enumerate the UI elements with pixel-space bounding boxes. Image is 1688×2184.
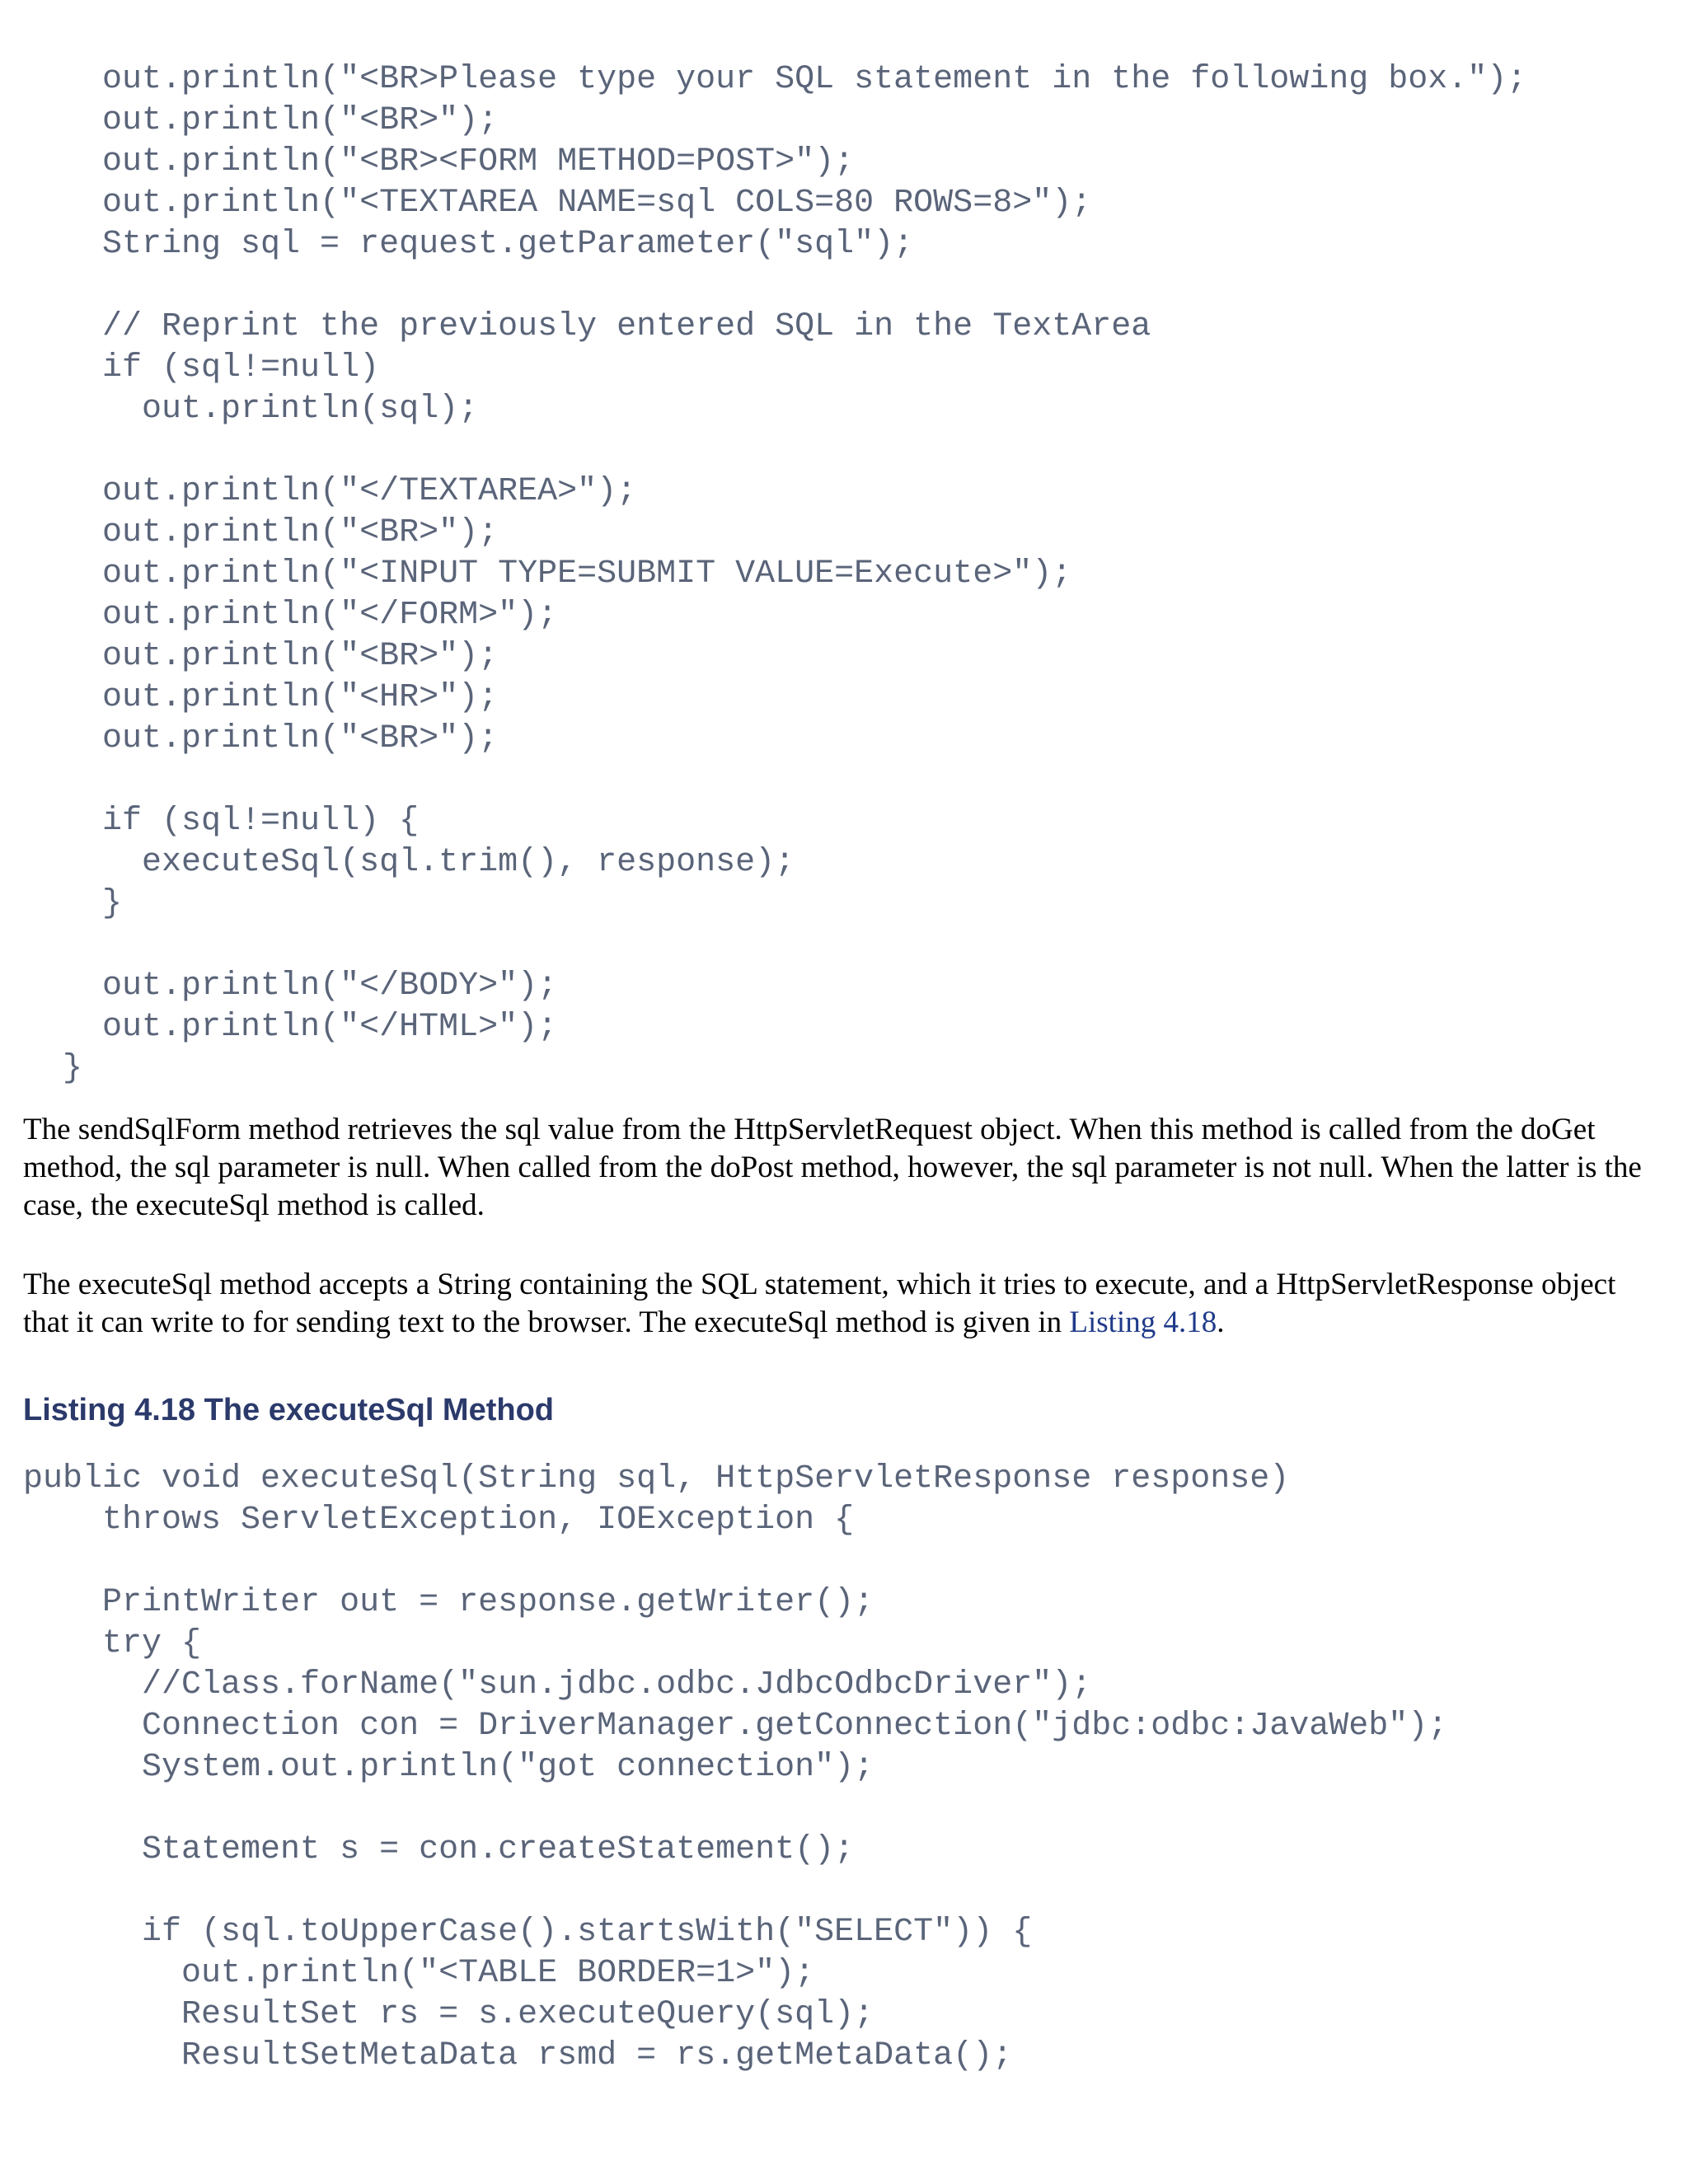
code-line: String sql = request.getParameter("sql"); [23,226,914,263]
code-line: out.println("<TABLE BORDER=1>"); [23,1955,815,1992]
code-line: //Class.forName("sun.jdbc.odbc.JdbcOdbcDriver"); [23,1666,1092,1704]
code-line: if (sql.toUpperCase().startsWith("SELECT")) { [23,1914,1033,1951]
code-line: out.println("</FORM>"); [23,597,558,634]
code-block-executesql [23,1459,1447,2077]
code-line: out.println("</HTML>"); [23,1009,558,1046]
code-line: out.println("<BR>Please type your SQL statement in the following box."); [23,61,1527,98]
code-line [23,760,1526,801]
code-line: ResultSet rs = s.executeQuery(sql); [23,1996,874,2033]
code-line [23,265,1526,307]
code-line: out.println("<BR>"); [23,638,499,675]
code-line: // Reprint the previously entered SQL in the TextArea [23,308,1151,345]
code-line: PrintWriter out = response.getWriter(); [23,1584,874,1621]
code-line: out.println("<BR><FORM METHOD=POST>"); [23,143,855,180]
code-line: } [23,1050,83,1087]
code-line [23,1788,1447,1830]
code-line: try { [23,1625,202,1662]
code-line: if (sql!=null) [23,349,380,387]
code-line: out.println("</BODY>"); [23,968,558,1005]
code-line: Statement s = con.createStatement(); [23,1831,855,1868]
code-line: } [23,885,123,922]
paragraph-executesql-text-2: . [1217,1305,1225,1339]
code-line [23,430,1526,471]
code-line: Connection con = DriverManager.getConnection("jdbc:odbc:JavaWeb"); [23,1708,1448,1745]
code-line: public void executeSql(String sql, HttpServletResponse response) [23,1460,1290,1497]
listing-link[interactable]: Listing 4.18 [1069,1305,1217,1339]
code-line: out.println("<HR>"); [23,679,499,716]
code-line [23,1541,1447,1582]
code-line: ResultSetMetaData rsmd = rs.getMetaData(); [23,2037,1013,2074]
code-line: out.println(sql); [23,391,479,428]
code-line: out.println("<BR>"); [23,514,499,551]
code-line: out.println("<TEXTAREA NAME=sql COLS=80 ROWS=8>"); [23,185,1092,222]
code-block-servlet-form [23,59,1526,1090]
paragraph-executesql-text-1: The executeSql method accepts a String containing the SQL statement, which it tries to execute, and a HttpServletResponse object that it can write to for sending text to the browser. The executeSql method is given in [23,1268,1616,1339]
code-line [23,1871,1447,1912]
code-line: if (sql!=null) { [23,803,420,840]
paragraph-sendsqlform: The sendSqlForm method retrieves the sql value from the HttpServletRequest object. When this method is called from the doGet method, the sql parameter is null. When called from the doPost method, however, the sql parameter is not null. When the latter is the case, the executeSql method is called. [23,1113,1642,1222]
paragraph-executesql [23,1266,1663,1342]
code-line: executeSql(sql.trim(), response); [23,844,795,881]
code-line: out.println("<BR>"); [23,720,499,757]
code-line: throws ServletException, IOException { [23,1502,855,1539]
code-line: out.println("<BR>"); [23,102,499,139]
code-line [23,925,1526,966]
code-line: System.out.println("got connection"); [23,1749,874,1786]
code-line: out.println("<INPUT TYPE=SUBMIT VALUE=Execute>"); [23,555,1072,593]
code-line: out.println("</TEXTAREA>"); [23,473,637,510]
listing-heading: Listing 4.18 The executeSql Method [23,1393,555,1427]
